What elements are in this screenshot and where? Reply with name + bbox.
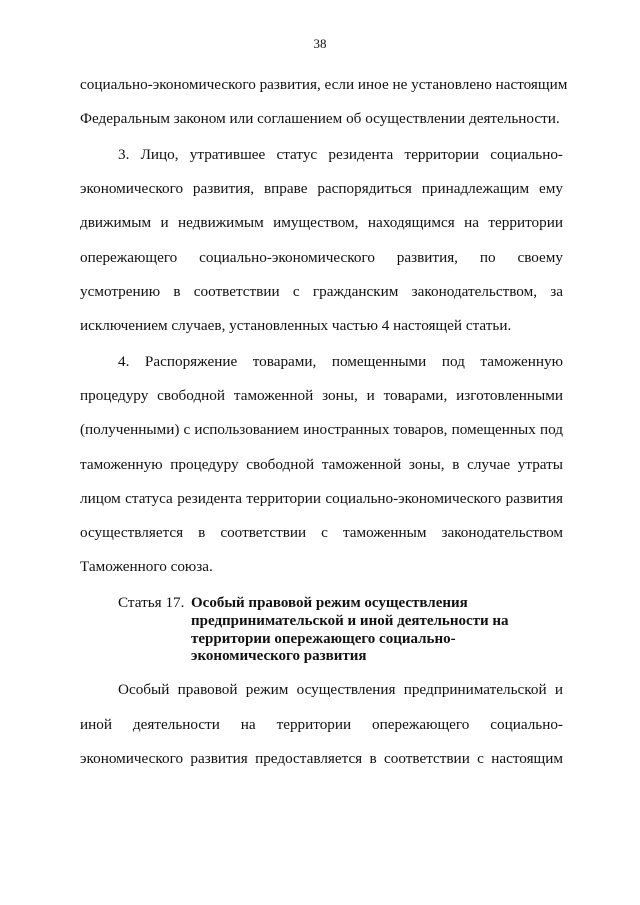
text-line: процедуру свободной таможенной зоны, и товарами, изготовленными	[80, 387, 563, 404]
text-line: осуществляется в соответствии с таможенным законодательством	[80, 524, 563, 541]
article-title-line: Особый правовой режим осуществления	[191, 595, 468, 611]
text-line: социально-экономического развития, если иное не установлено настоящим	[80, 76, 568, 93]
article-label: Статья 17.	[118, 594, 185, 611]
text-line: иной деятельности на территории опережающего социально-	[80, 716, 563, 733]
article-title-line: экономического развития	[191, 648, 367, 664]
text-line: (полученными) с использованием иностранных товаров, помещенных под	[80, 421, 563, 438]
text-line: Таможенного союза.	[80, 558, 213, 575]
text-line: 4. Распоряжение товарами, помещенными под таможенную	[118, 353, 563, 370]
page-number: 38	[313, 36, 327, 51]
text-line: движимым и недвижимым имуществом, находящимся на территории	[80, 214, 563, 231]
text-line: экономического развития предоставляется в соответствии с настоящим	[80, 750, 563, 767]
text-line: Особый правовой режим осуществления предпринимательской и	[118, 681, 563, 698]
article-title-line: предпринимательской и иной деятельности на	[191, 613, 509, 629]
text-line: исключением случаев, установленных частью 4 настоящей статьи.	[80, 317, 512, 334]
text-line: Федеральным законом или соглашением об осуществлении деятельности.	[80, 110, 560, 127]
text-line: опережающего социально-экономического развития, по своему	[80, 249, 563, 266]
text-line: таможенную процедуру свободной таможенной зоны, в случае утраты	[80, 456, 563, 473]
text-line: экономического развития, вправе распорядиться принадлежащим ему	[80, 180, 563, 197]
text-line: лицом статуса резидента территории социально-экономического развития	[80, 490, 563, 507]
article-title-line: территории опережающего социально-	[191, 631, 456, 647]
text-line: 3. Лицо, утратившее статус резидента территории социально-	[118, 146, 563, 163]
text-line: усмотрению в соответствии с гражданским законодательством, за	[80, 283, 563, 300]
